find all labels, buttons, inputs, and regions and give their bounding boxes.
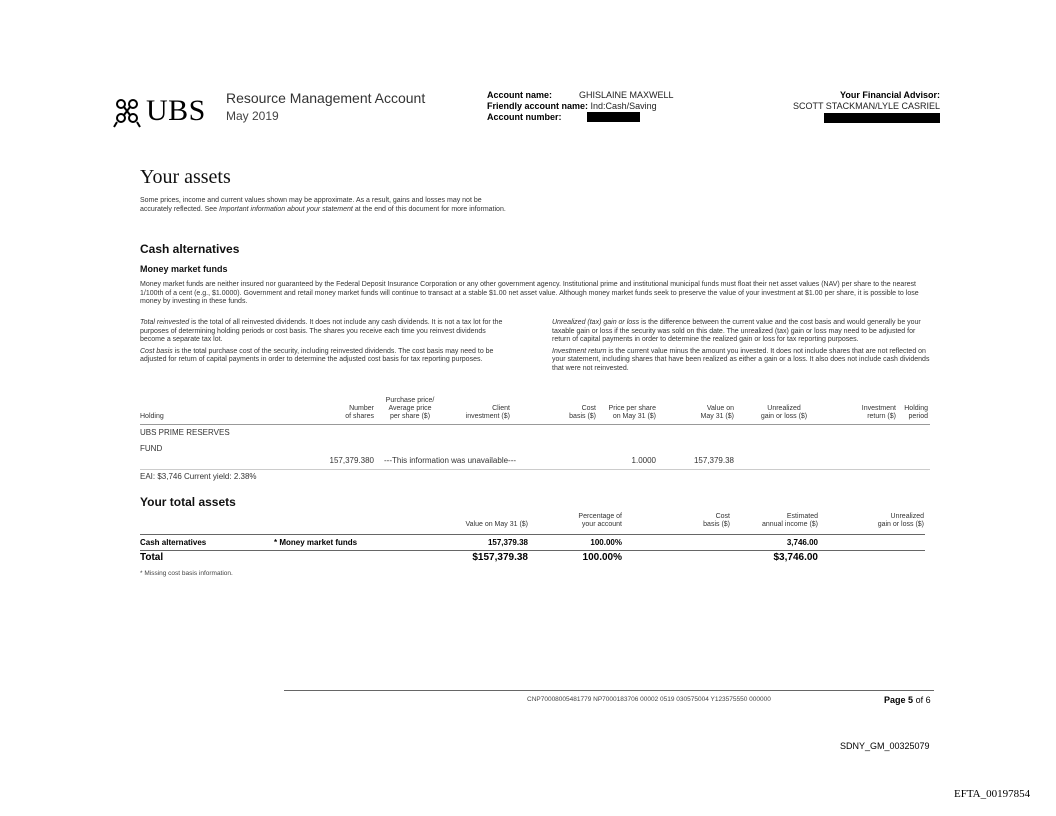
col-invret-l1: Investment [861,405,896,412]
holding-shares: 157,379.380 [329,456,374,465]
page-title: Your assets [140,166,231,188]
term-cost-basis: Cost basis [140,347,173,355]
col-client-l1: Client [492,405,510,412]
col-pps-l2: on May 31 ($) [612,413,656,420]
holding-name-line1: UBS PRIME RESERVES [140,428,230,437]
section-cash-alternatives: Cash alternatives [140,242,240,256]
statement-month: May 2019 [226,109,279,123]
totals-col-unrealized [860,513,924,529]
col-unreal-l1: Unrealized [767,405,801,412]
grand-total-value: $157,379.38 [472,552,528,563]
definitions-left [140,319,506,368]
footer-rule [284,690,934,691]
col-shares [320,405,374,421]
bates-number: SDNY_GM_00325079 [840,741,930,751]
account-info [487,90,674,123]
term-investment-return: Investment return [552,347,607,355]
grand-total-label: Total [140,552,164,563]
col-pps-l1: Price per share [608,405,656,412]
def-total-reinvested: is the total of all reinvested dividends. It does not include any cash dividends. It is not a tax lot for the purposes of determining holding periods or cost basis. The shares you receive each time you reinvest dividends become a separate tax lot. [140,319,503,343]
account-number-label: Account number: [487,112,562,122]
holding-value: 157,379.38 [693,456,734,465]
intro-text-a: Some prices, income and current values shown may be approximate. As a result, gains and losses may not be accurately reflected. See [140,197,482,213]
col-value [690,405,734,421]
page-indicator [884,695,931,705]
totals-row-pct: 100.00% [590,538,622,547]
advisor-redaction [824,113,940,123]
holding-name-line2: FUND [140,444,163,453]
page-total: of 6 [915,695,931,705]
missing-cost-basis-footnote: * Missing cost basis information. [140,570,233,577]
totals-col-cost-basis [690,513,730,529]
col-investment-return [850,405,896,421]
table-header-rule [140,424,930,425]
col-value-l1: Value on [706,405,734,412]
holding-unavailable: ---This information was unavailable--- [384,456,517,465]
intro-reference: Important information about your statement [219,205,353,213]
col-price-per-share [600,405,656,421]
section-money-market-funds: Money market funds [140,264,228,274]
totals-col-pct-l1: Percentage of [578,513,622,520]
footer-document-code: CNP70008005481779 NP7000183706 00002 0519 030575004 Y123575550 000000 [527,696,771,703]
col-cost-l2: basis ($) [569,413,596,420]
definitions-right [552,319,930,376]
col-holding: Holding [140,413,164,420]
totals-col-est-l2: annual income ($) [761,521,818,528]
totals-col-percentage [560,513,622,529]
def-cost-basis: is the total purchase cost of the security, including reinvested dividends. The cost basis may need to be adjusted for return of capital payments in order to determine the adjusted cost basis for tax reporting purposes. [140,347,494,363]
totals-col-estimated-income [750,513,818,529]
financial-advisor [793,90,940,123]
intro-text-b: at the end of this document for more information. [354,205,506,213]
col-price-l2: Average price [388,405,432,412]
ubs-logo [112,94,204,134]
advisor-name: SCOTT STACKMAN/LYLE CASRIEL [792,101,940,111]
holding-price-per-share: 1.0000 [631,456,656,465]
account-name-label: Account name: [487,90,553,100]
col-cost-basis [556,405,596,421]
totals-col-unreal-l1: Unrealized [890,513,924,520]
table-row-rule [140,469,930,470]
col-holding-period [898,405,928,421]
col-price-l1: Purchase price/ [385,397,435,404]
holding-eai: EAI: $3,746 Current yield: 2.38% [140,472,257,481]
advisor-label: Your Financial Advisor: [839,90,940,100]
col-price-l3: per share ($) [389,413,431,420]
col-client-l2: investment ($) [465,413,510,420]
col-client-investment [450,405,510,421]
totals-col-est-l1: Estimated [786,513,818,520]
def-investment-return: is the current value minus the amount you invested. It does not include shares that are not reflected on your statement, including shares that have been realized as either a gain or a loss. It also does not include cash dividends that were not reinvested. [552,347,930,372]
assets-intro [140,197,506,214]
col-unreal-l2: gain or loss ($) [760,413,808,420]
term-total-reinvested: Total reinvested [140,319,190,326]
friendly-name-value: Ind:Cash/Saving [590,101,657,111]
col-hold-l2: period [908,413,928,420]
keys-icon [112,96,142,128]
col-shares-l2: of shares [345,413,374,420]
grand-total-pct: 100.00% [582,552,622,563]
totals-row-income: 3,746.00 [786,538,818,547]
totals-col-value: Value on May 31 ($) [465,521,528,528]
friendly-name-label: Friendly account name: [487,101,589,111]
account-name-value: GHISLAINE MAXWELL [579,90,674,100]
col-shares-l1: Number [349,405,374,412]
totals-row-value: 157,379.38 [487,538,528,547]
page-number: 5 [908,695,914,705]
brand-name: UBS [146,94,206,127]
totals-col-pct-l2: your account [581,521,622,528]
col-hold-l1: Holding [904,405,928,412]
col-invret-l2: return ($) [867,413,896,420]
totals-col-unreal-l2: gain or loss ($) [877,521,924,528]
col-value-l2: May 31 ($) [700,413,734,420]
grand-total-income: $3,746.00 [773,552,818,563]
mmf-disclosure: Money market funds are neither insured nor guaranteed by the Federal Deposit Insurance Corporation or any other government agency. Institutional prime and institutional municipal funds must float their net asset values (NAV) per share to the nearest 1/100th of a cent (e.g., $1.0000). Government and retail money market funds will continue to transact at a stable $1.00 net asset value. Although money market funds seek to preserve the value of your investment at $1.00 per share, it is possible to lose money by investing in these funds. [140,281,919,305]
totals-row-label: Cash alternatives [140,538,207,547]
term-unrealized: Unrealized (tax) gain or loss [552,319,640,326]
account-title: Resource Management Account [226,90,426,106]
totals-row-rule [140,550,925,551]
col-cost-l1: Cost [581,405,596,412]
totals-col-cost-l2: basis ($) [703,521,730,528]
totals-col-cost-l1: Cost [715,513,730,520]
col-unrealized [752,405,816,421]
def-unrealized: is the difference between the current value and the cost basis and would generally be your taxable gain or loss if the security was sold on this date. The unrealized (tax) gain or loss may need to be adjusted for return of capital payments in order to determine the realized gain or loss for tax reporting purposes. [552,319,921,343]
totals-header-rule [140,534,925,535]
col-price [378,397,442,421]
page-label: Page [884,695,906,705]
totals-row-sub: * Money market funds [274,538,358,547]
account-number-redaction [587,112,640,122]
efta-number: EFTA_00197854 [954,788,1031,800]
section-total-assets: Your total assets [140,495,236,509]
